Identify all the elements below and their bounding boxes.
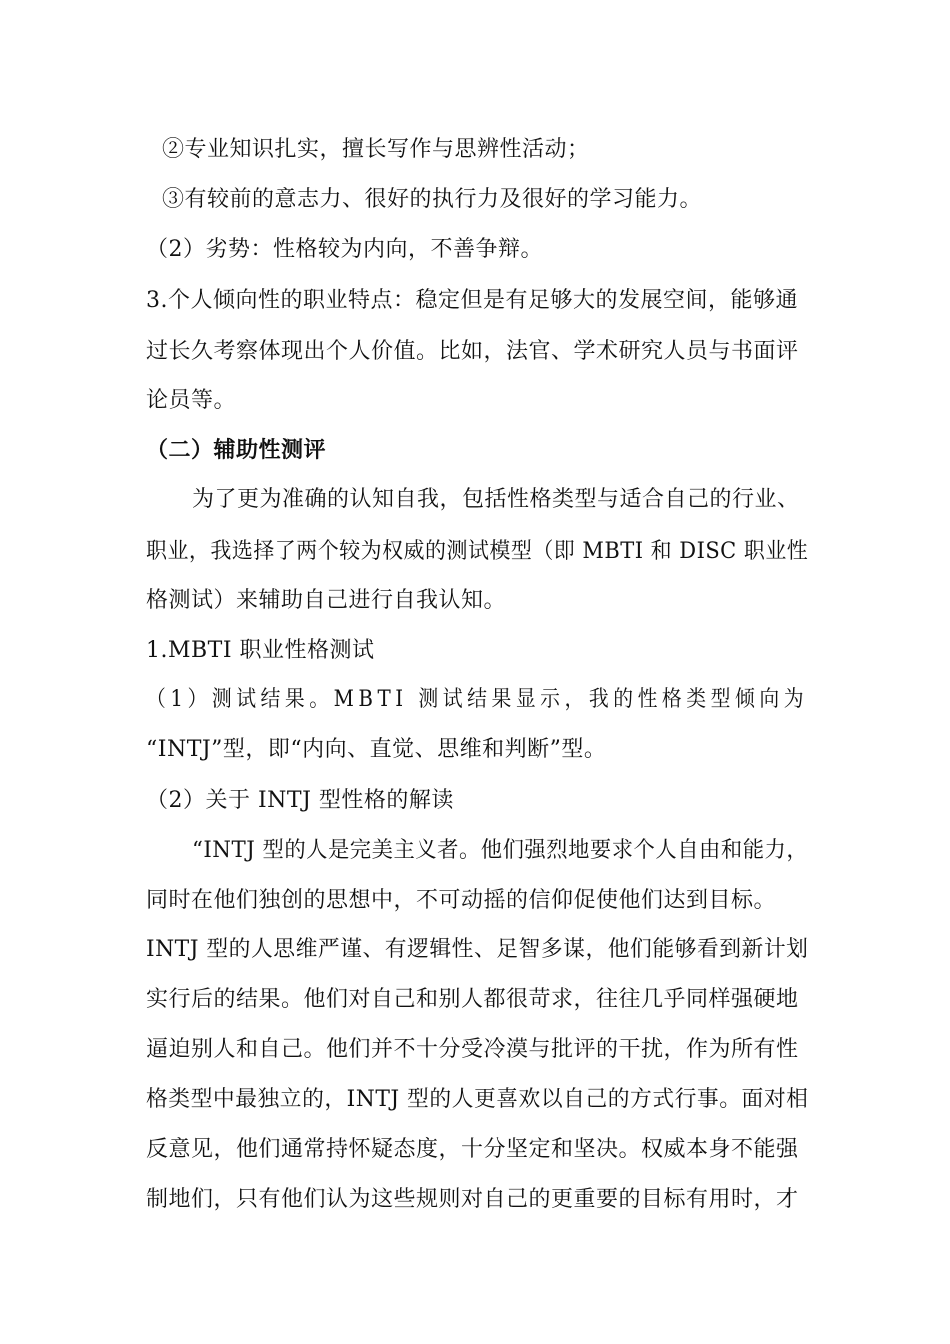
strength-item-3: ③有较前的意志力、很好的执行力及很好的学习能力。 — [162, 187, 703, 212]
strength-item-2: ②专业知识扎实，擅长写作与思辨性活动； — [162, 137, 590, 162]
paragraph-line: （1）测试结果。MBTI 测试结果显示，我的性格类型倾向为 — [146, 687, 809, 712]
paragraph-line: 格测试）来辅助自己进行自我认知。 — [146, 588, 507, 613]
quote-line: 制地们，只有他们认为这些规则对自己的更重要的目标有用时，才 — [146, 1187, 799, 1212]
section-heading: （二）辅助性测评 — [146, 438, 327, 463]
paragraph-line: 职业，我选择了两个较为权威的测试模型（即 MBTI 和 DISC 职业性 — [146, 539, 809, 564]
paragraph-line: 论员等。 — [146, 388, 237, 413]
quote-line: 反意见，他们通常持怀疑态度，十分坚定和坚决。权威本身不能强 — [146, 1137, 799, 1162]
quote-line: INTJ 型的人思维严谨、有逻辑性、足智多谋，他们能够看到新计划 — [146, 937, 809, 962]
quote-line: 格类型中最独立的，INTJ 型的人更喜欢以自己的方式行事。面对相 — [146, 1087, 809, 1112]
weakness-line: （2）劣势：性格较为内向，不善争辩。 — [146, 237, 543, 262]
paragraph-line: 为了更为准确的认知自我，包括性格类型与适合自己的行业、 — [192, 487, 800, 512]
paragraph-line: 3.个人倾向性的职业特点：稳定但是有足够大的发展空间，能够通 — [146, 288, 798, 313]
quote-line: “INTJ 型的人是完美主义者。他们强烈地要求个人自由和能力， — [192, 838, 809, 863]
quote-line: 同时在他们独创的思想中，不可动摇的信仰促使他们达到目标。 — [146, 888, 777, 913]
quote-line: 实行后的结果。他们对自己和别人都很苛求，往往几乎同样强硬地 — [146, 987, 799, 1012]
quote-line: 逼迫别人和自己。他们并不十分受冷漠与批评的干扰，作为所有性 — [146, 1037, 799, 1062]
subsection-heading: 1.MBTI 职业性格测试 — [146, 638, 375, 663]
subsection-heading: （2）关于 INTJ 型性格的解读 — [146, 788, 454, 813]
paragraph-line: “INTJ”型，即“内向、直觉、思维和判断”型。 — [146, 737, 607, 762]
paragraph-line: 过长久考察体现出个人价值。比如，法官、学术研究人员与书面评 — [146, 339, 799, 364]
